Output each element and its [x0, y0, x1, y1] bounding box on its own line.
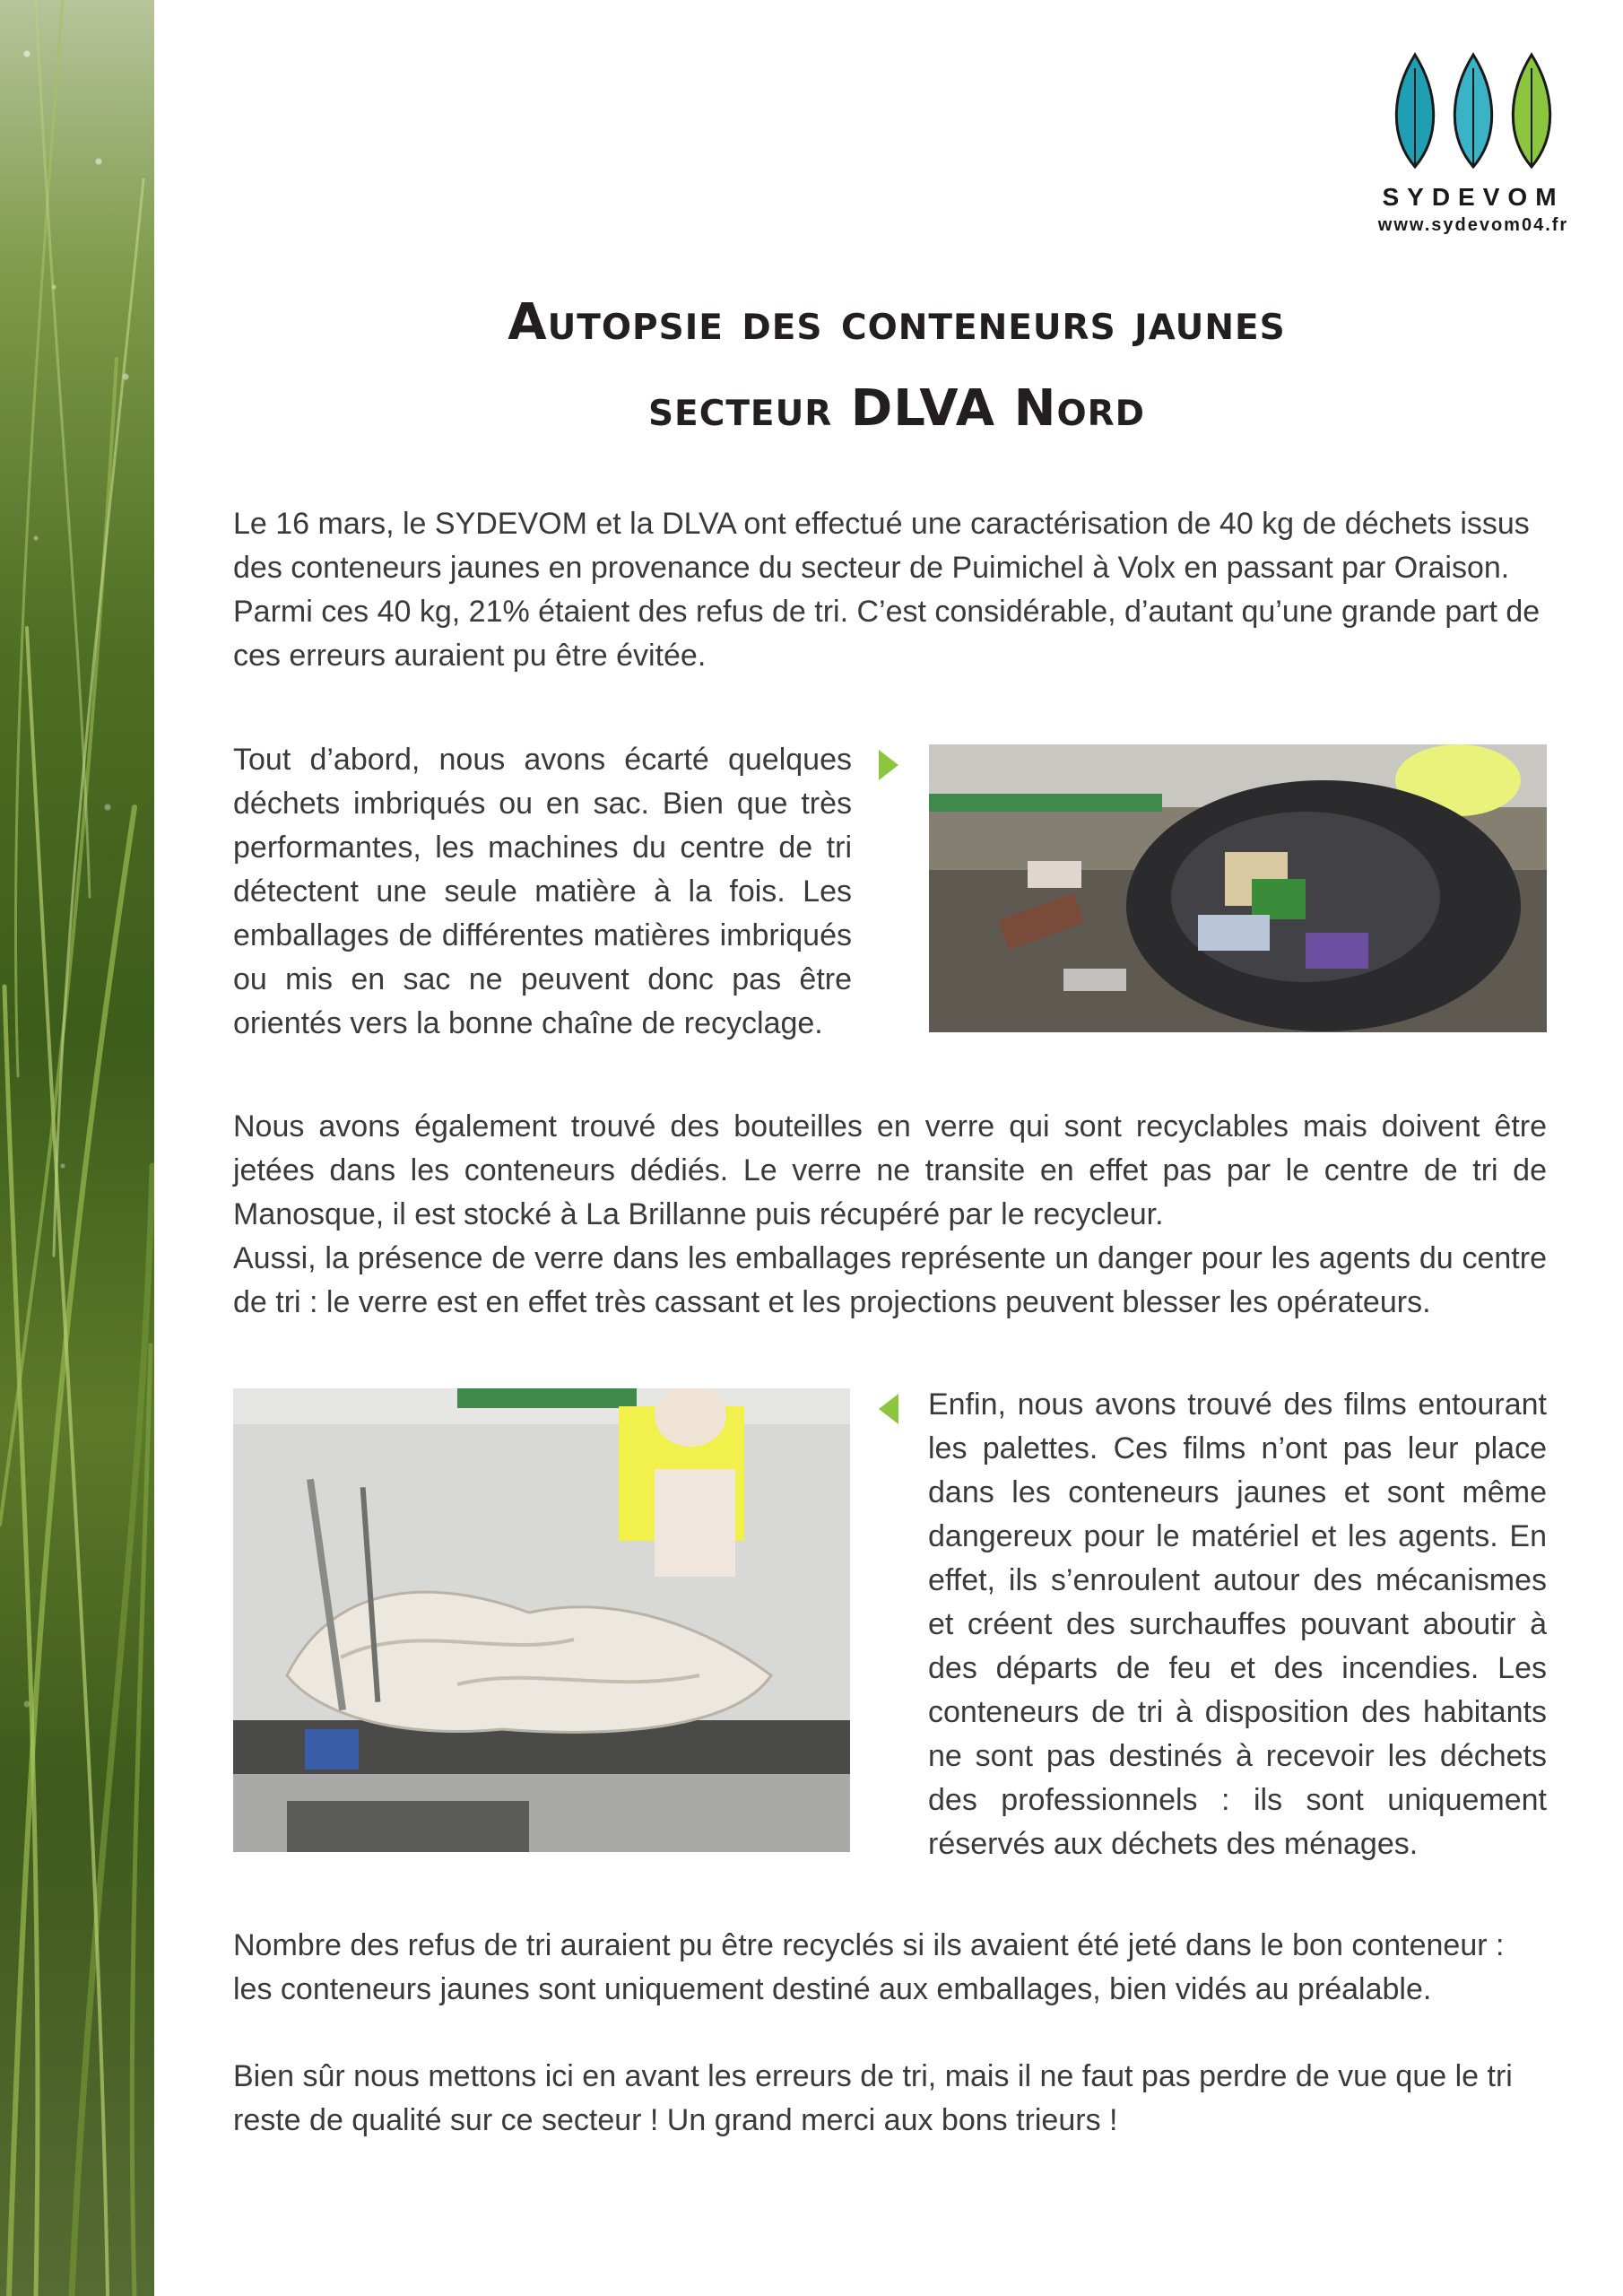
- plastic-films-image-icon: [233, 1388, 850, 1852]
- arrow-right-icon: [877, 748, 900, 782]
- photo-plastic-films: [233, 1388, 850, 1852]
- bag-of-waste-image-icon: [929, 744, 1547, 1032]
- section5-paragraph: Bien sûr nous mettons ici en avant les erreurs de tri, mais il ne faut pas perdre de vue que le tri reste de qualité sur ce secteur ! Un grand merci aux bons trieurs !: [233, 2059, 1513, 2137]
- section4-paragraph: Nombre des refus de tri auraient pu être recyclés si ils avaient été jeté dans le bon conteneur : les conteneurs jaunes sont uniquement destiné aux emballages, bien vidés au préalable.: [233, 1928, 1505, 2006]
- logo-url: www.sydevom04.fr: [1377, 215, 1569, 235]
- logo-name: SYDEVOM: [1382, 183, 1565, 211]
- title-line-2: secteur DLVA Nord: [647, 379, 1146, 438]
- three-leaves-icon: [1384, 50, 1563, 176]
- page-title: [233, 280, 1560, 452]
- grass-blades-icon: [0, 0, 154, 2296]
- section2-block: [233, 1105, 1547, 1325]
- grass-photo-strip: [0, 0, 154, 2296]
- intro-paragraph: Le 16 mars, le SYDEVOM et la DLVA ont effectué une caractérisation de 40 kg de déchets issus des conteneurs jaunes en provenance du secteur de Puimichel à Volx en passant par Oraison. Parmi ces 40 kg, 21% étaient des refus de tri. C’est considérable, d’autant qu’une grande part de ces erreurs auraient pu être évitée.: [233, 507, 1541, 673]
- section3-paragraph: Enfin, nous avons trouvé des films entourant les palettes. Ces films n’ont pas leur place dans les conteneurs jaunes et sont même dangereux pour le matériel et les agents. En effet, ils s’enroulent autour des mécanismes et créent des surchauffes pouvant aboutir à des départs de feu et des incendies. Les conteneurs de tri à disposition des habitants ne sont pas destinés à recevoir les déchets des professionnels : ils sont uniquement réservés aux déchets des ménages.: [928, 1387, 1547, 1861]
- section2-paragraph-2: Aussi, la présence de verre dans les emballages représente un danger pour les agents du centre de tri : le verre est en effet très cassant et les projections peuvent blesser les opérateurs.: [233, 1241, 1547, 1319]
- section1-paragraph: Tout d’abord, nous avons écarté quelques déchets imbriqués ou en sac. Bien que très performantes, les machines du centre de tri détectent une seule matière à la fois. Les emballages de différentes matières imbriqués ou mis en sac ne peuvent donc pas être orientés vers la bonne chaîne de recyclage.: [233, 743, 852, 1040]
- section2-paragraph-1: Nous avons également trouvé des bouteilles en verre qui sont recyclables mais doivent être jetées dans les conteneurs dédiés. Le verre ne transite en effet pas par le centre de tri de Manosque, il est stocké à La Brillanne puis récupéré par le recycleur.: [233, 1109, 1547, 1231]
- sydevom-logo: [1370, 50, 1576, 236]
- arrow-left-icon: [877, 1392, 900, 1426]
- photo-bag-of-waste: [929, 744, 1547, 1032]
- title-line-1: Autopsie des conteneurs jaunes: [508, 293, 1286, 352]
